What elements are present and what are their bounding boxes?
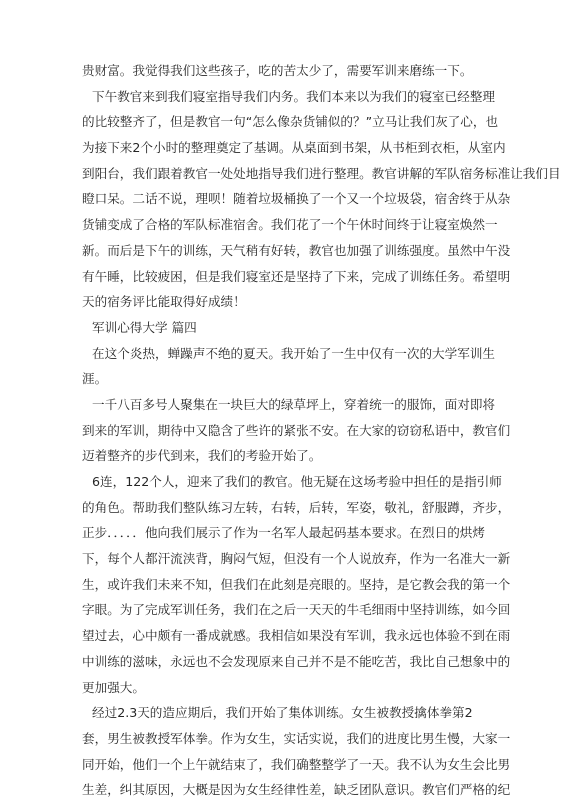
text-line: 一千八百多号人聚集在一块巨大的绿草坪上，穿着统一的服饰，面对即将 — [92, 396, 495, 412]
text-line: 字眼。为了完成军训任务，我们在之后一天天的牛毛细雨中坚持训练，如今回 — [82, 602, 511, 618]
text-line: 经过2.3天的造应期后，我们开始了集体训练。女生被教授擒体拳第2 — [92, 705, 473, 721]
text-line: 正步．．．．．他向我们展示了作为一名军人最起码基本要求。在烈日的烘烤 — [82, 525, 485, 541]
text-line: 下，每个人都汗流浃背，胸闷气短，但没有一个人说放弃，作为一名准大一新 — [82, 551, 511, 567]
text-line: 同开始，他们一个上午就结束了，我们确整整学了一天。我不认为女生会比男 — [82, 756, 511, 772]
text-line: 生差，纠其原因，大概是因为女生经律性差，缺乏团队意识。教官们严格的纪 — [82, 782, 511, 798]
text-line: 天的宿务评比能取得好成绩！ — [82, 294, 246, 310]
text-line: 瞪口呆。二话不说，理呗！随着垃圾桶换了一个又一个垃圾袋，宿舍终于从杂 — [82, 191, 511, 207]
text-line: 下午教官来到我们寝室指导我们内务。我们本来以为我们的寝室已经整理 — [92, 88, 495, 104]
text-line: 套，男生被教授军体拳。作为女生，实话实说，我们的进度比男生慢，大家一 — [82, 730, 511, 746]
text-line: 生，或许我们未来不知，但我们在此刻是亮眼的。坚持，是它教会我的第一个 — [82, 576, 511, 592]
document-body — [82, 58, 561, 803]
text-line: 贵财富。我觉得我们这些孩子，吃的苦太少了，需要军训来磨练一下。 — [82, 63, 473, 78]
text-line: 到阳台，我们跟着教官一处处地指导我们进行整理。教官讲解的军队宿务标准让我们目 — [82, 165, 561, 181]
text-line: 货铺变成了合格的军队标准宿舍。我们花了一个午休时间终于让寝室焕然一 — [82, 217, 498, 233]
text-line: 涯。 — [82, 371, 108, 387]
text-line: 迈着整齐的步代到来，我们的考验开始了。 — [82, 448, 322, 464]
text-line: 望过去，心中颇有一番成就感。我相信如果没有军训，我永远也体验不到在雨 — [82, 628, 511, 644]
text-line: 的角色。帮助我们整队练习左转，右转，后转，军姿，敬礼，舒服蹲，齐步， — [82, 499, 511, 515]
text-line: 新。而后是下午的训练，天气稍有好转，教官也加强了训练强度。虽然中午没 — [82, 242, 511, 258]
text-line: 在这个炎热，蝉躁声不绝的夏天。我开始了一生中仅有一次的大学军训生 — [92, 345, 495, 361]
text-line: 中训练的滋味，永远也不会发现原来自己并不是不能吃苦，我比自己想象中的 — [82, 653, 511, 669]
section-heading: 军训心得大学 篇四 — [92, 319, 197, 335]
text-line: 为接下来2个小时的整理奠定了基调。从桌面到书架，从书柜到衣柜，从室内 — [82, 140, 506, 156]
text-line: 更加强大。 — [82, 679, 145, 695]
text-line: 到来的军训，期待中又隐含了些许的紧张不安。在大家的窃窃私语中，教官们 — [82, 422, 511, 438]
text-line: 有午睡，比较疲困，但是我们寝室还是坚持了下来，完成了训练任务。希望明 — [82, 268, 511, 284]
text-line: 的比较整齐了，但是教官一句“怎么像杂货铺似的？”立马让我们灰了心，也 — [82, 114, 499, 130]
text-line: 6连，122个人，迎来了我们的教官。他无疑在这场考验中担任的是指引师 — [92, 474, 502, 489]
